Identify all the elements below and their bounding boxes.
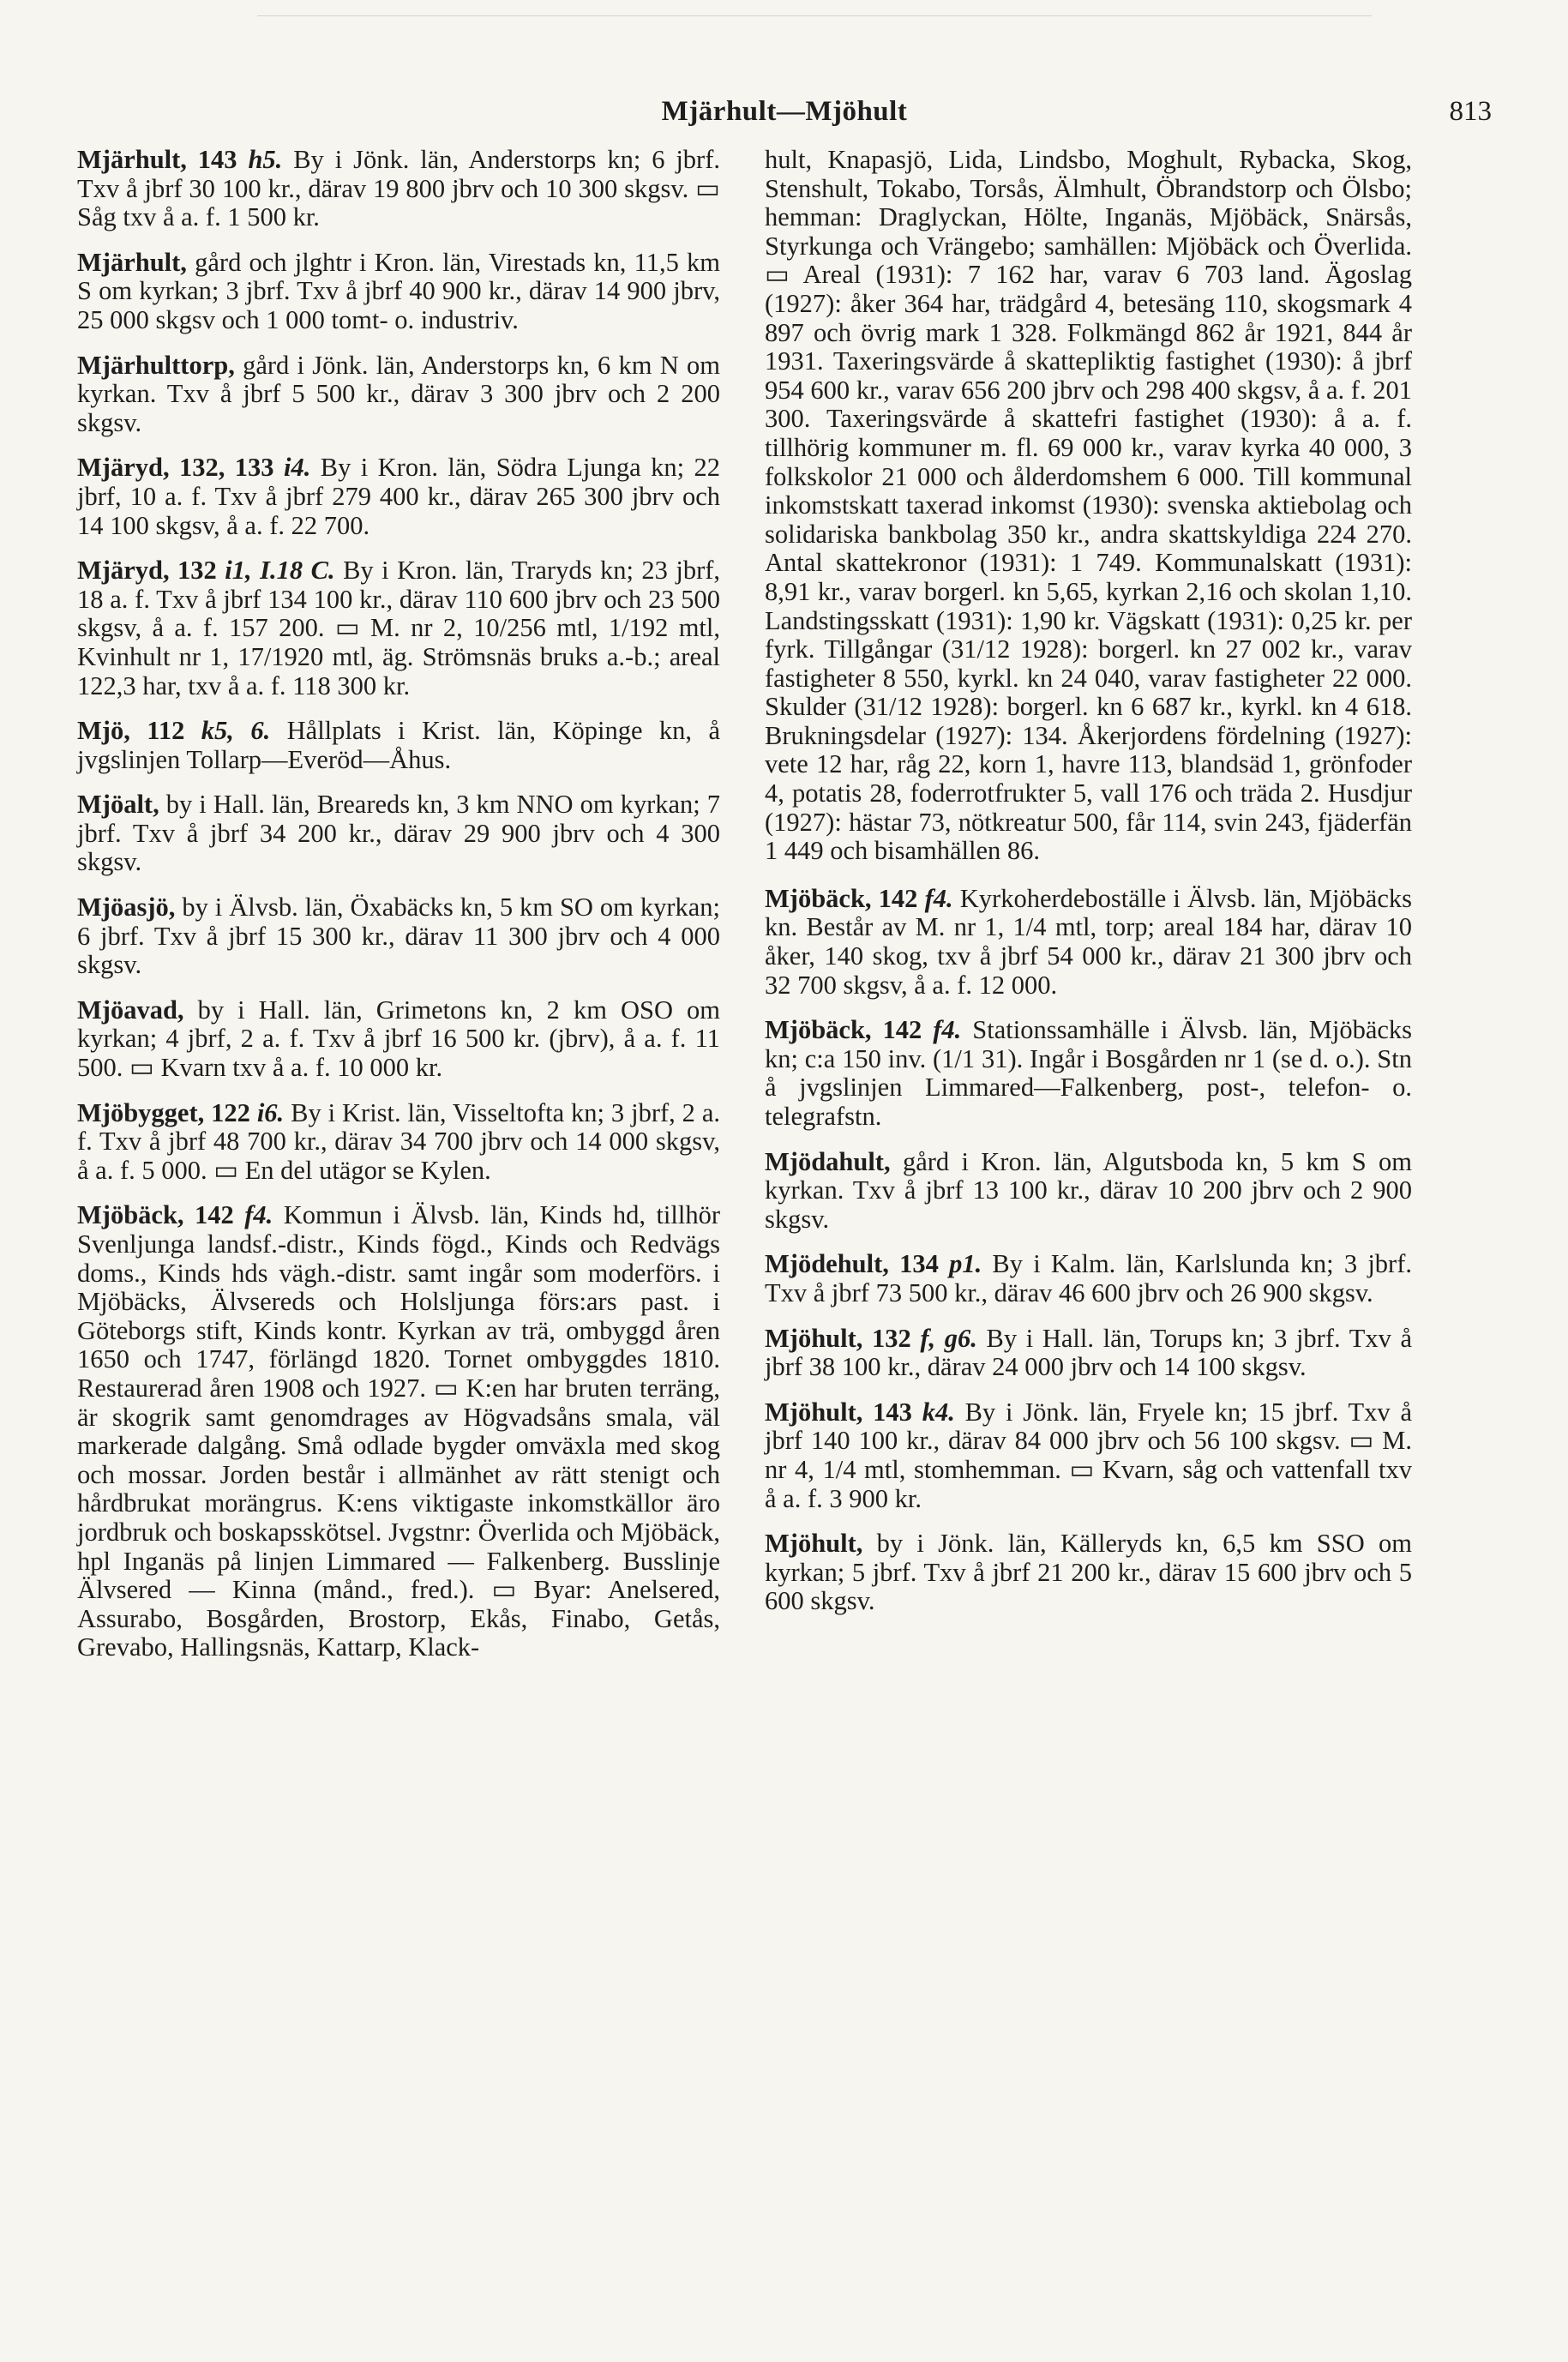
map-reference: f4. bbox=[244, 1200, 273, 1230]
entry-headword: Mjöbygget, 122 bbox=[77, 1097, 250, 1127]
map-reference: f, g6. bbox=[920, 1323, 977, 1353]
map-reference: p1. bbox=[949, 1249, 982, 1279]
entry-text: gård i Kron. län, Algutsboda kn, 5 km S om kyrkan. Txv å jbrf 13 100 kr., därav 10 200 jbrv och 2 900 skgsv. bbox=[765, 1146, 1412, 1234]
entry-headword: Mjöhult, 143 bbox=[765, 1397, 912, 1427]
map-reference: f4. bbox=[933, 1015, 962, 1045]
entry-headword: Mjärhult, 143 bbox=[77, 145, 237, 174]
map-reference: i4. bbox=[283, 453, 311, 483]
entry-headword: Mjöbäck, 142 bbox=[765, 1015, 922, 1045]
entry-text: By i Hall. län, Torups kn; 3 jbrf. Txv å jbrf 38 100 kr., därav 24 000 jbrv och 14 100 skgsv. bbox=[765, 1323, 1412, 1382]
entry-headword: Mjöhult, bbox=[765, 1529, 863, 1559]
dictionary-entry bbox=[77, 717, 720, 774]
map-reference: f4. bbox=[924, 883, 953, 913]
dictionary-entry bbox=[77, 352, 720, 438]
entry-headword: Mjärhult, bbox=[77, 247, 187, 277]
entry-text: By i Krist. län, Visseltofta kn; 3 jbrf, 2 a. f. Txv å jbrf 48 700 kr., därav 34 700 jbrv och 14 000 skgsv, å a. f. 5 000. ▭ En del utägor se Kylen. bbox=[77, 1097, 721, 1185]
entry-text: by i Hall. län, Grimetons kn, 2 km OSO om kyrkan; 4 jbrf, 2 a. f. Txv å jbrf 16 500 kr. (jbrv), å a. f. 11 500. ▭ Kvarn txv å a. f. 10 000 kr. bbox=[77, 995, 720, 1083]
dictionary-entry bbox=[77, 893, 720, 980]
dictionary-entry bbox=[765, 1398, 1412, 1513]
dictionary-entry bbox=[77, 996, 720, 1083]
running-header bbox=[77, 96, 1492, 130]
dictionary-entry bbox=[77, 790, 720, 877]
page-number: 813 bbox=[1449, 96, 1492, 127]
entry-text: by i Älvsb. län, Öxabäcks kn, 5 km SO om kyrkan; 6 jbrf. Txv å jbrf 15 300 kr., därav 11 300 jbrv och 4 000 skgsv. bbox=[77, 893, 721, 980]
dictionary-entry bbox=[765, 1148, 1412, 1235]
entry-text: Hållplats i Krist. län, Köpinge kn, å jvgslinjen Tollarp—Everöd—Åhus. bbox=[77, 716, 721, 774]
map-reference: i6. bbox=[256, 1097, 285, 1127]
map-reference: i1, I.18 C. bbox=[225, 556, 335, 586]
dictionary-entry bbox=[77, 454, 720, 540]
scan-edge-line bbox=[257, 15, 1372, 16]
dictionary-entry bbox=[77, 1201, 720, 1662]
dictionary-entry bbox=[765, 146, 1412, 866]
dictionary-entry bbox=[765, 1530, 1412, 1616]
dictionary-entry bbox=[77, 146, 720, 232]
dictionary-entry bbox=[77, 249, 720, 335]
entry-headword: Mjäryd, 132 bbox=[77, 556, 217, 586]
entry-text: Kyrkoherdeboställe i Älvsb. län, Mjöbäcks kn. Består av M. nr 1, 1/4 mtl, torp; areal 184 har, därav 10 åker, 140 skog, txv å jbrf 54 000 kr., därav 21 300 jbrv och 32 700 skgsv, å a. f. 12 000. bbox=[765, 883, 1412, 1000]
entry-text: Kommun i Älvsb. län, Kinds hd, tillhör Svenljunga landsf.-distr., Kinds fögd., Kinds och Redvägs doms., Kinds hds vägh.-distr. samt ingår som moderförs. i Mjöbäcks, Älvsereds och Holsljunga förs:ars past. i Göteborgs stift, Kinds kontr. Kyrkan av trä, ombyggd åren 1650 och 1747, förlängd 1820. Tornet ombyggdes 1810. Restaurerad åren 1908 och 1927. ▭ K:en har bruten terräng, är skogrik samt genomdrages av Högvadsåns smala, väl markerade dalgång. Små odlade bygder omväxla med skog och mossar. Jorden består i allmänhet av rätt stenigt och hårdbrukat morängrus. K:ens viktigaste inkomstkällor äro jordbruk och boskapsskötsel. Jvgstnr: Överlida och Mjöbäck, hpl Inganäs på linjen Limmared — Falkenberg. Busslinje Älvsered — Kinna (månd., fred.). ▭ Byar: Anelsered, Assurabo, Bosgården, Brostorp, Ekås, Finabo, Getås, Grevabo, Hallingsnäs, Kattarp, Klack- bbox=[77, 1200, 721, 1662]
entry-text: By i Jönk. län, Anderstorps kn; 6 jbrf. Txv å jbrf 30 100 kr., därav 19 800 jbrv och 10 300 skgsv. ▭ Såg txv å a. f. 1 500 kr. bbox=[77, 145, 720, 232]
dictionary-entry bbox=[765, 1250, 1412, 1307]
entry-text: By i Kalm. län, Karlslunda kn; 3 jbrf. Txv å jbrf 73 500 kr., därav 46 600 jbrv och 26 900 skgsv. bbox=[765, 1249, 1412, 1307]
entry-text: by i Jönk. län, Källeryds kn, 6,5 km SSO om kyrkan; 5 jbrf. Txv å jbrf 21 200 kr., därav 15 600 jbrv och 5 600 skgsv. bbox=[765, 1529, 1412, 1616]
entry-text: By i Kron. län, Södra Ljunga kn; 22 jbrf, 10 a. f. Txv å jbrf 279 400 kr., därav 265 300 jbrv och 14 100 skgsv, å a. f. 22 700. bbox=[77, 453, 720, 540]
entry-text: by i Hall. län, Breareds kn, 3 km NNO om kyrkan; 7 jbrf. Txv å jbrf 34 200 kr., därav 29 900 jbrv och 4 300 skgsv. bbox=[77, 790, 720, 877]
entry-headword: Mjödehult, 134 bbox=[765, 1249, 939, 1279]
entry-headword: Mjö, 112 bbox=[77, 716, 185, 746]
entry-headword: Mjöasjö, bbox=[77, 893, 176, 923]
entry-headword: Mjöhult, 132 bbox=[765, 1323, 911, 1353]
entry-headword: Mjödahult, bbox=[765, 1146, 891, 1176]
map-reference: k4. bbox=[922, 1397, 955, 1427]
dictionary-entry bbox=[765, 885, 1412, 1000]
entry-headword: Mjöbäck, 142 bbox=[77, 1200, 234, 1230]
map-reference: h5. bbox=[248, 145, 283, 174]
entry-text: gård i Jönk. län, Anderstorps kn, 6 km N om kyrkan. Txv å jbrf 5 500 kr., därav 3 300 jbrv och 2 200 skgsv. bbox=[77, 350, 720, 437]
map-reference: k5, 6. bbox=[201, 716, 271, 746]
entry-text: By i Kron. län, Traryds kn; 23 jbrf, 18 a. f. Txv å jbrf 134 100 kr., därav 110 600 jbrv och 23 500 skgsv, å a. f. 157 200. ▭ M. nr 2, 10/256 mtl, 1/192 mtl, Kvinhult nr 1, 17/1920 mtl, äg. Strömsnäs bruks a.-b.; areal 122,3 har, txv å a. f. 118 300 kr. bbox=[77, 556, 721, 700]
entry-text: gård och jlghtr i Kron. län, Virestads kn, 11,5 km S om kyrkan; 3 jbrf. Txv å jbrf 40 900 kr., därav 14 900 jbrv, 25 000 skgsv och 1 000 tomt- o. industriv. bbox=[77, 247, 720, 334]
dictionary-entry bbox=[77, 556, 720, 700]
entry-text: By i Jönk. län, Fryele kn; 15 jbrf. Txv å jbrf 140 100 kr., därav 84 000 jbrv och 56 100 skgsv. ▭ M. nr 4, 1/4 mtl, stomhemman. ▭ Kvarn, såg och vattenfall txv å a. f. 3 900 kr. bbox=[765, 1397, 1412, 1513]
entry-headword: Mjöavad, bbox=[77, 995, 184, 1025]
right-column bbox=[765, 146, 1412, 1632]
entry-headword: Mjöalt, bbox=[77, 790, 159, 820]
dictionary-entry bbox=[765, 1016, 1412, 1131]
entry-headword: Mjöbäck, 142 bbox=[765, 883, 918, 913]
entry-headword: Mjärhulttorp, bbox=[77, 350, 235, 380]
left-column bbox=[77, 146, 720, 1679]
entry-text: hult, Knapasjö, Lida, Lindsbo, Moghult, Rybacka, Skog, Stenshult, Tokabo, Torsås, Älmhult, Öbrandstorp och Ölsbo; hemman: Draglyckan, Hölte, Inganäs, Mjöbäck, Snärsås, Styrkunga och Vrängebo; samhällen: Mjöbäck och Överlida. ▭ Areal (1931): 7 162 har, varav 6 703 land. Ägoslag (1927): åker 364 har, trädgård 4, betesäng 110, skogsmark 4 897 och övrig mark 1 328. Folkmängd 862 år 1921, 844 år 1931. Taxeringsvärde å skattepliktig fastighet (1930): å jbrf 954 600 kr., varav 656 200 jbrv och 298 400 skgsv, å a. f. 201 300. Taxeringsvärde å skattefri fastighet (1930): å a. f. tillhörig kommuner m. fl. 69 000 kr., varav kyrka 40 000, 3 folkskolor 21 000 och ålderdomshem 6 000. Till kommunal inkomstskatt taxerad inkomst (1930): svenska aktiebolag och solidariska bankbolag 350 kr., andra skattskyldiga 224 270. Antal skattekronor (1931): 1 749. Kommunalskatt (1931): 8,91 kr., varav borgerl. kn 5,65, kyrkan 2,16 och skolan 1,10. Landstingsskatt (1931): 1,90 kr. Vägskatt (1931): 0,25 kr. per fyrk. Tillgångar (31/12 1928): borgerl. kn 27 002 kr., varav fastigheter 8 550, kyrkl. kn 24 040, varav fastigheter 22 000. Skulder (31/12 1928): borgerl. kn 6 687 kr., kyrkl. kn 4 618. Brukningsdelar (1927): 134. Åkerjordens fördelning (1927): vete 12 har, råg 22, korn 1, havre 113, blandsäd 1, grönfoder 4, potatis 28, foderrotfrukter 5, vall 176 och träda 2. Husdjur (1927): hästar 73, nötkreatur 500, får 114, svin 243, fjäderfän 1 449 och bisamhällen 86. bbox=[765, 145, 1412, 866]
dictionary-entry bbox=[77, 1099, 720, 1186]
entry-headword: Mjäryd, 132, 133 bbox=[77, 453, 274, 483]
dictionary-entry bbox=[765, 1325, 1412, 1382]
running-title: Mjärhult—Mjöhult bbox=[661, 96, 908, 127]
entry-text: Stationssamhälle i Älvsb. län, Mjöbäcks kn; c:a 150 inv. (1/1 31). Ingår i Bosgården nr 1 (se d. o.). Stn å jvgslinjen Limmared—Falkenberg, post-, telefon- o. telegrafstn. bbox=[765, 1015, 1413, 1131]
